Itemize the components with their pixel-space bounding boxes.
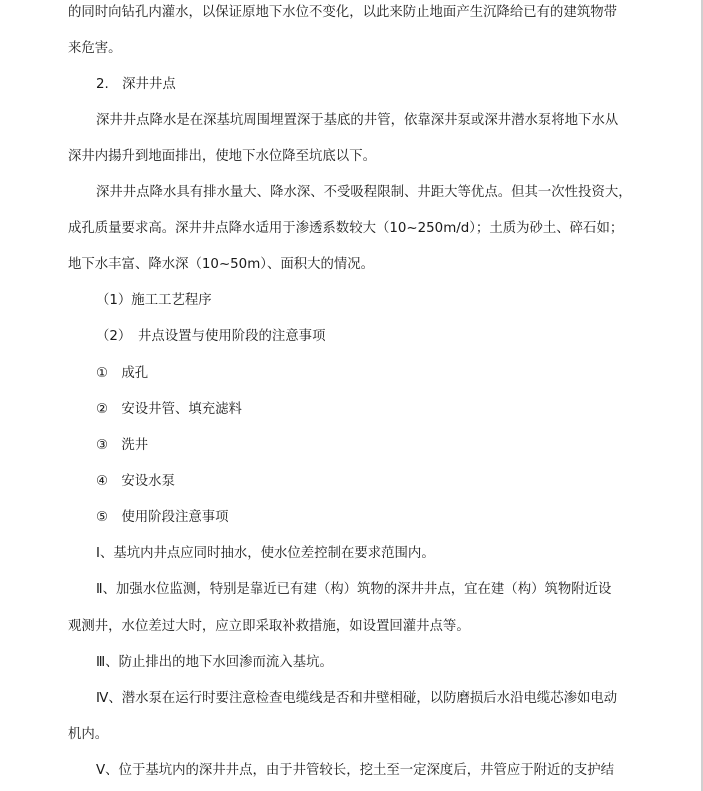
text-line: Ⅲ、防止排出的地下水回渗而流入基坑。 — [96, 655, 333, 670]
text-line: 来危害。 — [68, 41, 122, 56]
subsection-heading: （1）施工工艺程序 — [96, 293, 212, 308]
section-heading: 2. 深井井点 — [96, 77, 176, 92]
list-item: ① 成孔 — [96, 366, 149, 381]
text-line: Ⅰ、基坑内井点应同时抽水，使水位差控制在要求范围内。 — [96, 546, 435, 561]
list-item: ② 安设井管、填充滤料 — [96, 402, 242, 417]
list-item: ⑤ 使用阶段注意事项 — [96, 510, 229, 525]
text-line: Ⅱ、加强水位监测，特别是靠近已有建（构）筑物的深井井点，宜在建（构）筑物附近设 — [96, 582, 612, 597]
subsection-heading: （2） 井点设置与使用阶段的注意事项 — [96, 329, 326, 344]
text-line: 机内。 — [68, 727, 109, 742]
text-line: 成孔质量要求高。深井井点降水适用于渗透系数较大（10~250m/d）；土质为砂土、碎石如； — [68, 221, 624, 236]
text-line: 深井井点降水是在深基坑周围埋置深于基底的井管，依靠深井泵或深井潜水泵将地下水从 — [96, 113, 619, 128]
text-line: Ⅴ、位于基坑内的深井井点，由于井管较长，挖土至一定深度后，井管应于附近的支护结 — [96, 763, 615, 778]
list-item: ④ 安设水泵 — [96, 474, 175, 489]
text-line: 的同时向钻孔内灌水，以保证原地下水位不变化，以此来防止地面产生沉降给已有的建筑物带 — [68, 5, 618, 20]
text-line: 深井井点降水具有排水量大、降水深、不受吸程限制、井距大等优点。但其一次性投资大， — [96, 185, 632, 200]
text-line: 地下水丰富、降水深（10~50m）、面积大的情况。 — [68, 257, 375, 272]
text-line: 观测井，水位差过大时，应立即采取补救措施，如设置回灌井点等。 — [68, 619, 470, 634]
text-line: 深井内揚升到地面排出，使地下水位降至坑底以下。 — [68, 149, 376, 164]
list-item: ③ 洗井 — [96, 438, 149, 453]
text-line: Ⅳ、潜水泵在运行时要注意检查电缆线是否和井壁相碰，以防磨损后水沿电缆芯渗如电动 — [96, 691, 618, 706]
